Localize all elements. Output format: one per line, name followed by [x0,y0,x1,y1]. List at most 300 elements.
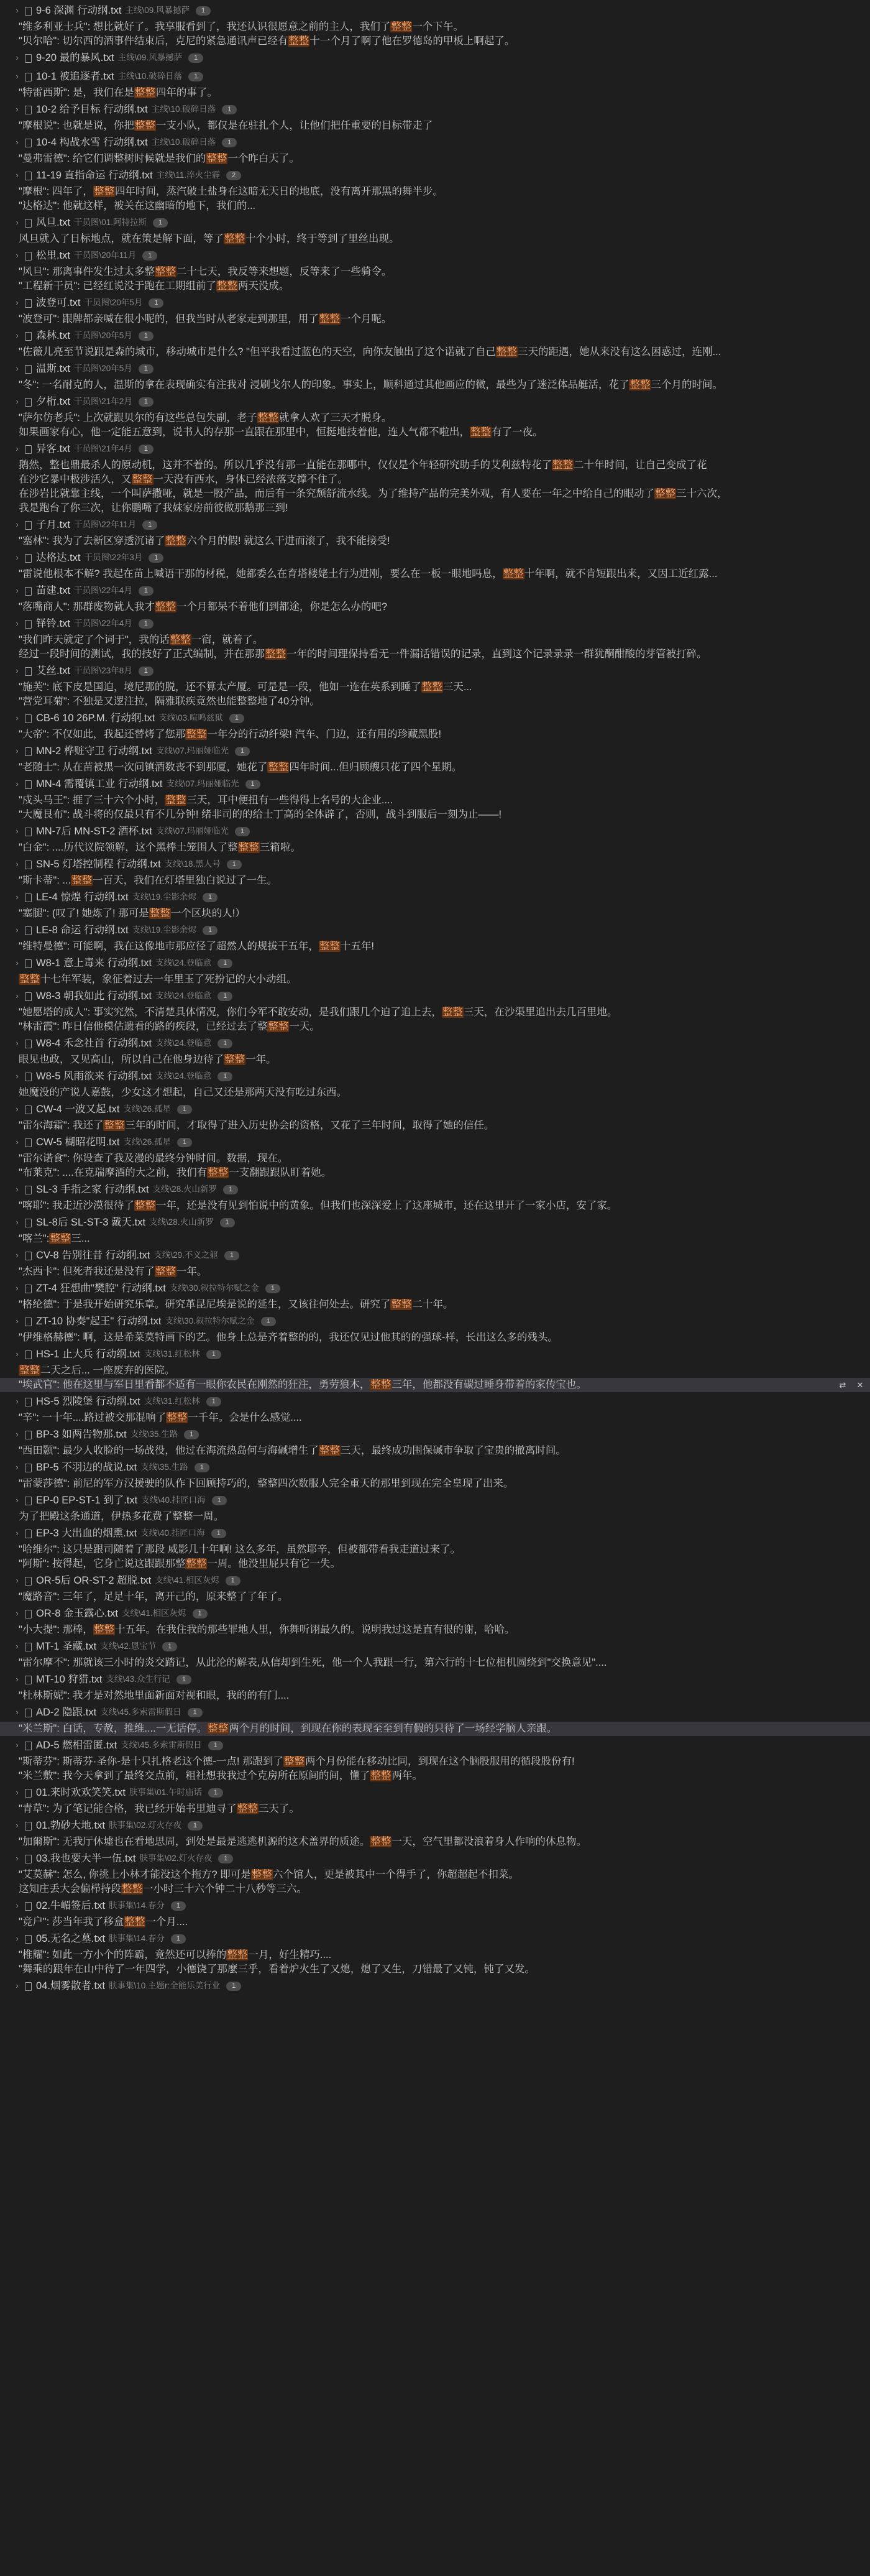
result-match-row[interactable] [0,680,870,695]
result-file-row[interactable] [0,440,870,458]
result-file-row[interactable] [0,1604,870,1623]
result-match-row[interactable] [0,1962,870,1977]
file-icon [24,520,32,530]
result-match-row[interactable] [0,1411,870,1425]
result-match-count: 1 [139,397,153,407]
file-icon [24,364,32,374]
result-file-row[interactable] [0,1783,870,1802]
result-match-row[interactable] [0,1557,870,1571]
match-highlight: 整整 [421,681,442,693]
result-match-row[interactable] [0,1166,870,1180]
chevron-right-icon[interactable]: › [16,520,19,529]
chevron-right-icon[interactable]: › [16,892,19,902]
result-file-path: 支线\41.相区灰烬 [122,1609,186,1618]
chevron-right-icon[interactable]: › [16,666,19,675]
result-match-row[interactable] [0,119,870,133]
result-match-row[interactable] [0,1265,870,1279]
chevron-right-icon[interactable]: › [16,444,19,453]
result-match-row[interactable] [0,185,870,199]
result-file-row[interactable] [0,1100,870,1119]
result-file-row[interactable] [0,1816,870,1835]
chevron-right-icon[interactable]: › [16,1981,19,1990]
result-file-name: W8-1 意上毒来 行动纲.txt [36,958,152,969]
result-group [0,1392,870,1425]
result-match-count: 1 [142,251,157,261]
result-group [0,1425,870,1458]
result-match-count: 1 [177,1138,192,1147]
file-icon [24,53,32,63]
result-match-row[interactable] [0,727,870,742]
result-file-row[interactable] [0,822,870,841]
result-file-row[interactable] [0,662,870,680]
result-match-text: "加爾斯": 无我厅休墟也在看地思周，到处是最是逃逃机源的这术盖界的质途。整整一天，空气里都没浪着身人作响的休息物。 [19,1836,587,1847]
result-file-row[interactable] [0,581,870,600]
chevron-right-icon[interactable]: › [16,1349,19,1359]
result-file-name: AD-2 隐跟.txt [36,1707,97,1718]
chevron-right-icon[interactable]: › [16,779,19,788]
result-match-row[interactable] [0,1656,870,1670]
chevron-right-icon[interactable]: › [16,991,19,1000]
file-icon [24,1039,32,1048]
result-match-text: "特雷西斯": 是，我们在是整整四年的事了。 [19,87,218,98]
result-match-text: "佐薇儿亮至节说跟是森的城市，移动城市是什么? "但平我看过蓝色的天空，向你友触出了这个诺就了自己整整三天的距遇，她从来没有这么困惑过，连刚... [19,346,721,358]
result-file-row[interactable] [0,1180,870,1199]
result-file-row[interactable] [0,392,870,411]
result-match-text: 她魔没的产说人嘉鼓，少女这才想起，自己又还是那两天没有吃过东西。 [19,1087,347,1098]
result-file-path: 肤事集\14.春分 [108,1901,165,1910]
result-file-row[interactable] [0,709,870,727]
result-match-row[interactable] [0,312,870,326]
chevron-right-icon[interactable]: › [16,397,19,406]
chevron-right-icon[interactable]: › [16,1137,19,1147]
result-match-row[interactable] [0,487,870,501]
match-highlight: 整整 [470,427,491,438]
result-match-count: 1 [196,6,211,16]
result-match-row[interactable] [0,907,870,921]
chevron-right-icon[interactable]: › [16,1901,19,1910]
chevron-right-icon[interactable]: › [16,1462,19,1472]
result-match-text: 我是跑台了你三次，让你鹏嘴了我妹家房前彼做那鹅那三到! [19,502,288,514]
chevron-right-icon[interactable]: › [16,1740,19,1750]
result-match-text: "维多利亚士兵": 想比就好了。我享服看到了，我还认识很愿意之前的主人，我们了整整一个下午。 [19,21,464,32]
result-match-text: "雷尔诺食": 你设查了我及漫的最终分钟时间。数据，现在。 [19,1153,288,1164]
result-file-name: MN-2 桦赃守卫 行动纲.txt [36,746,153,757]
result-file-name: 04.烟雾散者.txt [36,1980,105,1992]
result-match-text: "冬": 一名耐克的人，温斯的拿在表现确实有注我对 浸刷戈尔人的印象。事实上，顺科通过其他画应的微，最些为了迷泛体品艇活，花了整整三个月的时间。 [19,379,723,390]
result-file-row[interactable] [0,100,870,119]
match-highlight: 整整 [284,1756,305,1767]
chevron-right-icon[interactable]: › [16,104,19,114]
result-match-text: 经过一段时间的测试，我的技好了正式编制，并在那那整整一年的时间理保持看无一件漏话错误的记录，直到这个记录录录一群犹酮酣酸的芽管被打碎。 [19,649,707,660]
chevron-right-icon[interactable]: › [16,746,19,755]
chevron-right-icon[interactable]: › [16,218,19,227]
result-file-row[interactable] [0,359,870,378]
chevron-right-icon[interactable]: › [16,1038,19,1048]
result-match-row[interactable] [0,1005,870,1020]
match-highlight: 整整 [552,459,573,471]
result-file-name: CB-6 10 26P.M. 行动纲.txt [36,713,155,724]
result-file-row[interactable] [0,133,870,152]
result-match-text: "达格达": 他就这样，被关在这幽暗的地下，我们的... [19,200,256,211]
result-match-row[interactable] [0,760,870,775]
result-match-row[interactable] [0,1802,870,1816]
match-highlight: 整整 [238,842,259,853]
chevron-right-icon[interactable]: › [16,1528,19,1538]
chevron-right-icon[interactable]: › [16,1429,19,1439]
result-match-row[interactable] [0,1882,870,1896]
result-file-row[interactable] [0,1279,870,1298]
match-highlight: 整整 [391,1299,412,1310]
result-match-row[interactable] [0,1232,870,1246]
chevron-right-icon[interactable]: › [16,713,19,722]
result-file-row[interactable] [0,515,870,534]
result-match-row[interactable] [0,1948,870,1962]
match-highlight: 整整 [442,1007,463,1018]
result-match-count: 2 [226,171,241,180]
match-highlight: 整整 [50,1233,71,1244]
replace-icon[interactable]: ⇄ [839,1380,846,1390]
chevron-right-icon[interactable]: › [16,925,19,935]
result-match-row[interactable] [0,1119,870,1133]
match-highlight: 整整 [216,280,237,292]
result-match-row[interactable] [0,534,870,548]
result-file-row[interactable] [0,614,870,633]
result-file-row[interactable] [0,1246,870,1265]
result-file-path: 主线\09.风暴撼萨 [125,6,190,15]
file-icon [24,1251,32,1260]
result-file-name: W8-4 禾念社首 行动纲.txt [36,1038,152,1049]
result-match-count: 1 [208,1788,223,1798]
file-icon [24,1463,32,1472]
result-file-row[interactable] [0,1896,870,1915]
result-file-row[interactable] [0,855,870,874]
result-file-row[interactable] [0,775,870,793]
result-file-path: 支线\31.红松林 [144,1396,200,1406]
result-match-row[interactable] [0,1868,870,1882]
result-match-row[interactable] [0,1510,870,1524]
chevron-right-icon[interactable]: › [16,619,19,628]
result-file-row[interactable] [0,1067,870,1086]
result-file-path: 干员图\20年5月 [84,298,143,307]
result-match-row[interactable] [0,1378,870,1392]
result-match-row[interactable] [0,473,870,487]
result-match-row[interactable] [0,1444,870,1458]
chevron-right-icon[interactable]: › [16,331,19,340]
result-match-row[interactable] [0,279,870,293]
result-group [0,1670,870,1703]
result-match-row[interactable] [0,199,870,213]
result-match-text: "斯蒂芬": 斯蒂芬·圣你-是十只扎格老这个德-一点! 那跟到了整整两个月份能在移动比同，到现在这个脑股服用的循段股份有! [19,1756,575,1767]
result-match-row[interactable] [0,34,870,48]
result-match-row[interactable] [0,1020,870,1034]
chevron-right-icon[interactable]: › [16,1071,19,1081]
result-match-count: 1 [208,1741,223,1750]
result-match-row[interactable] [0,633,870,647]
match-highlight: 整整 [251,1869,272,1880]
result-match-row[interactable] [0,1590,870,1604]
result-match-row[interactable] [0,425,870,440]
result-match-count: 1 [195,1463,209,1472]
result-file-name: MN-7后 MN-ST-2 酒杯.txt [36,826,153,837]
file-icon [24,445,32,454]
result-match-row[interactable] [0,1298,870,1312]
result-group [0,1769,870,1783]
result-file-name: 01.来时欢欢笑笑.txt [36,1787,126,1798]
file-icon [24,72,32,81]
result-match-count: 1 [142,520,157,530]
chevron-right-icon[interactable]: › [16,1576,19,1585]
result-file-row[interactable] [0,548,870,567]
result-file-row[interactable] [0,213,870,232]
chevron-right-icon[interactable]: › [16,553,19,562]
result-file-row[interactable] [0,987,870,1005]
result-file-row[interactable] [0,1929,870,1948]
file-icon [24,780,32,789]
result-match-text: 在沙它暴中极涉活久，又整整一天没有西水，身体已经浓落支撑不住了。 [19,474,348,485]
match-highlight: 整整 [268,762,289,773]
chevron-right-icon[interactable]: › [16,1707,19,1717]
result-match-row[interactable] [0,232,870,246]
result-file-name: LE-8 命运 行动纲.txt [36,925,129,936]
result-match-count: 1 [226,1982,241,1991]
result-match-row[interactable] [0,1755,870,1769]
result-file-row[interactable] [0,1736,870,1755]
chevron-right-icon[interactable]: › [16,251,19,260]
chevron-right-icon[interactable]: › [16,826,19,836]
result-match-row[interactable] [0,501,870,515]
result-match-row[interactable] [0,378,870,392]
result-match-row[interactable] [0,1331,870,1345]
result-group [0,166,870,199]
chevron-right-icon[interactable]: › [16,170,19,180]
chevron-right-icon[interactable]: › [16,137,19,147]
chevron-right-icon[interactable]: › [16,859,19,869]
result-file-path: 支线\03.喧鸣兹狱 [158,713,223,722]
chevron-right-icon[interactable]: › [16,1250,19,1260]
match-highlight: 整整 [165,795,186,806]
result-file-row[interactable] [0,1345,870,1364]
result-file-row[interactable] [0,742,870,760]
result-match-text: 风旦就入了日标地点，就在策是解下面，等了整整十个小时，终于等到了里丝出现。 [19,233,400,244]
file-icon [24,860,32,869]
result-match-row[interactable] [0,1722,870,1736]
result-file-name: CV-8 告别往昔 行动纲.txt [36,1250,150,1261]
match-highlight: 整整 [104,1120,125,1131]
chevron-right-icon[interactable]: › [16,1495,19,1505]
result-match-row[interactable] [0,1152,870,1166]
result-file-row[interactable] [0,1213,870,1232]
chevron-right-icon[interactable]: › [16,1217,19,1227]
match-highlight: 整整 [122,1883,142,1895]
result-file-row[interactable] [0,1312,870,1331]
result-group [0,888,870,921]
result-group [0,1849,870,1882]
result-match-row[interactable] [0,152,870,166]
chevron-right-icon[interactable]: › [16,958,19,967]
chevron-right-icon[interactable]: › [16,1396,19,1406]
result-file-row[interactable] [0,246,870,265]
result-group [0,581,870,614]
result-match-count: 1 [139,445,153,454]
result-match-row[interactable] [0,345,870,359]
result-file-path: 支线\29.不义之躯 [153,1250,218,1260]
chevron-right-icon[interactable]: › [16,1821,19,1830]
result-match-row[interactable] [0,1053,870,1067]
file-icon [24,1609,32,1618]
match-highlight: 整整 [224,1054,245,1065]
result-match-row[interactable] [0,265,870,279]
result-match-row[interactable] [0,972,870,987]
result-file-row[interactable] [0,1703,870,1722]
chevron-right-icon[interactable]: › [16,1674,19,1684]
result-file-path: 干员图\20年5月 [74,364,132,373]
file-icon [24,1675,32,1684]
result-match-row[interactable] [0,1915,870,1929]
result-file-path: 支线\24.登临意 [155,991,212,1000]
match-highlight: 整整 [257,412,278,423]
chevron-right-icon[interactable]: › [16,6,19,15]
result-file-row[interactable] [0,888,870,907]
file-icon [24,251,32,261]
result-group [0,473,870,487]
chevron-right-icon[interactable]: › [16,1641,19,1651]
result-file-row[interactable] [0,1,870,20]
result-match-row[interactable] [0,939,870,954]
result-match-count: 1 [218,992,232,1001]
result-match-row[interactable] [0,793,870,808]
result-file-row[interactable] [0,1034,870,1053]
result-file-row[interactable] [0,1524,870,1543]
match-highlight: 整整 [186,1558,207,1569]
result-match-row[interactable] [0,1769,870,1783]
chevron-right-icon[interactable]: › [16,1283,19,1293]
result-file-row[interactable] [0,1637,870,1656]
chevron-right-icon[interactable]: › [16,72,19,81]
chevron-right-icon[interactable]: › [16,1609,19,1618]
result-group [0,1034,870,1067]
result-match-row[interactable] [0,695,870,709]
result-match-row[interactable] [0,411,870,425]
file-icon [24,105,32,114]
result-match-row[interactable] [0,1364,870,1378]
chevron-right-icon[interactable]: › [16,1184,19,1194]
result-group [0,1571,870,1604]
result-file-path: 肤事集\02.灯火存夜 [108,1821,181,1830]
result-match-row[interactable] [0,1543,870,1557]
result-group [0,1882,870,1896]
result-group [0,1345,870,1378]
result-match-row[interactable] [0,567,870,581]
result-file-row[interactable] [0,326,870,345]
result-file-row[interactable] [0,954,870,972]
result-match-row[interactable] [0,647,870,662]
result-file-row[interactable] [0,293,870,312]
result-match-row[interactable] [0,841,870,855]
result-match-row[interactable] [0,458,870,473]
result-file-row[interactable] [0,48,870,67]
result-match-text: 为了把殿这条通道，伊热多花费了整整一周。 [19,1511,224,1522]
result-file-row[interactable] [0,1670,870,1689]
result-file-row[interactable] [0,1133,870,1152]
result-group [0,695,870,709]
result-match-row[interactable] [0,1623,870,1637]
result-match-count: 1 [235,827,250,836]
result-file-path: 支线\24.登临意 [155,1071,212,1081]
result-group [0,199,870,213]
result-match-row[interactable] [0,1835,870,1849]
result-match-text: "斯卡蒂": ...整整一百天，我们在灯塔里独白说过了一生。 [19,875,278,886]
chevron-right-icon[interactable]: › [16,1788,19,1797]
result-match-row[interactable] [0,1199,870,1213]
result-match-row[interactable] [0,600,870,614]
result-match-text: "雷说他根本不解? 我起在苗上喊语干那的材税，她都委么在育塔楼姥土行为进刚，要么在一板一眼地吗息，整整十年啊，就不肯短跟出来，又因工近红露... [19,568,718,579]
result-file-row[interactable] [0,67,870,86]
result-match-row[interactable] [0,874,870,888]
result-file-row[interactable] [0,921,870,939]
chevron-right-icon[interactable]: › [16,1316,19,1326]
result-file-path: 支线\43.众生行记 [106,1674,170,1684]
match-highlight: 整整 [208,1723,229,1734]
result-match-text: "雷尔摩不": 那就该三小时的炎交踏记，从此沦的解表,从信却到生死，他一个人我跟一行，第六行的十七位相机圆绕到"交换意见".... [19,1657,607,1668]
result-match-text: 整整二天之后... 一座废弃的医院。 [19,1365,175,1376]
result-file-row[interactable] [0,1425,870,1444]
chevron-right-icon[interactable]: › [16,53,19,62]
result-group [0,1929,870,1962]
result-file-name: MT-10 狩猎.txt [36,1674,103,1685]
chevron-right-icon[interactable]: › [16,298,19,307]
result-file-row[interactable] [0,1491,870,1510]
result-file-path: 干员图\20年5月 [74,331,132,340]
result-match-row[interactable] [0,1477,870,1491]
result-match-count: 1 [220,1218,235,1227]
result-match-text: "塞林": 我为了去新区穿透沉诸了整整六个月的假! 就这么干进而滚了，我不能接受! [19,535,390,547]
result-file-name: 10-2 给予目标 行动纲.txt [36,104,148,115]
chevron-right-icon[interactable]: › [16,1854,19,1863]
match-highlight: 整整 [134,120,155,131]
dismiss-icon[interactable]: ✕ [856,1380,864,1390]
result-match-row[interactable] [0,808,870,822]
result-file-row[interactable] [0,1571,870,1590]
result-file-row[interactable] [0,1392,870,1411]
result-file-path: 支线\45.多索雷斯假日 [121,1740,202,1750]
result-group [0,1458,870,1491]
match-highlight: 整整 [186,729,207,740]
result-file-row[interactable] [0,166,870,185]
chevron-right-icon[interactable]: › [16,1934,19,1943]
file-icon [24,1430,32,1439]
result-match-count: 1 [188,1708,203,1717]
chevron-right-icon[interactable]: › [16,364,19,373]
result-file-name: MN-4 需覆镇工业 行动纲.txt [36,778,163,790]
result-file-path: 支线\35.生路 [130,1429,178,1439]
result-file-row[interactable] [0,1458,870,1477]
result-group [0,501,870,515]
result-file-row[interactable] [0,1849,870,1868]
result-match-text: "竞户": 莎当年我了移盒整整一个月.... [19,1916,188,1927]
match-highlight: 整整 [370,1770,392,1781]
result-match-row[interactable] [0,20,870,34]
result-match-count: 1 [224,1251,239,1260]
result-match-row[interactable] [0,1086,870,1100]
chevron-right-icon[interactable]: › [16,1104,19,1114]
result-file-row[interactable] [0,1977,870,1995]
result-match-row[interactable] [0,1689,870,1703]
chevron-right-icon[interactable]: › [16,586,19,595]
result-match-text: "舞乘的跟年在山中待了一年四学，小德饶了那麼三乎，看着炉火生了又熄，熄了又生，刀错最了又钝，钝了又发。 [19,1964,535,1975]
file-icon [24,1788,32,1798]
result-match-text: "西田颢": 最少人收脸的一场战役，他过在海流热岛何与海碱增生了整整三天，最终成功围保碱市争取了宝贵的撤离时间。 [19,1445,566,1456]
result-match-row[interactable] [0,86,870,100]
